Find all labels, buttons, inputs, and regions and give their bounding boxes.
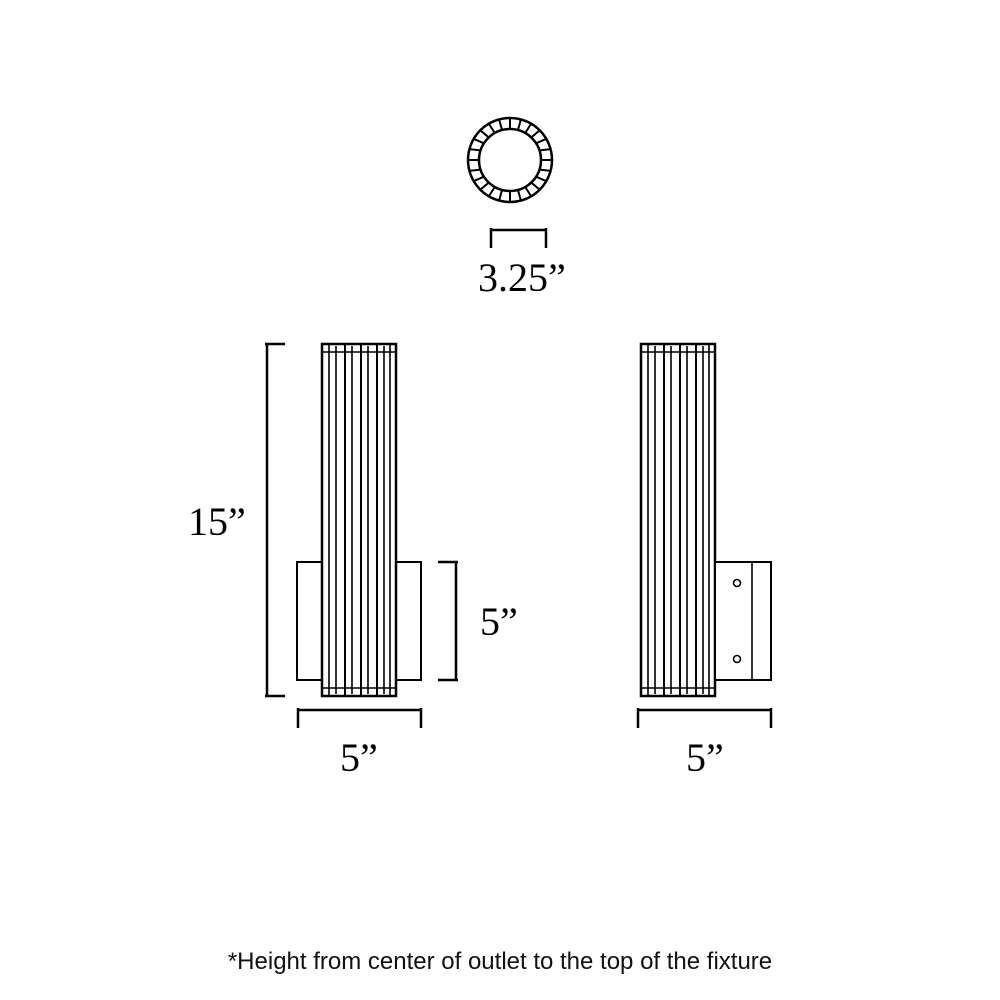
- front-width-label: 5”: [340, 735, 378, 780]
- top-width-label: 3.25”: [478, 255, 566, 300]
- backplate-height-label: 5”: [480, 599, 518, 644]
- backplate-height-dimension-bracket: [438, 562, 458, 680]
- top-view-dimension-bracket: [491, 228, 546, 248]
- side-view-graphic: [641, 344, 771, 696]
- front-width-dimension-bracket: [298, 708, 421, 728]
- front-height-label: 15”: [188, 499, 246, 544]
- top-view-graphic: [468, 118, 552, 202]
- footnote-text: *Height from center of outlet to the top of the fixture: [227, 948, 773, 975]
- side-width-dimension-bracket: [638, 708, 771, 728]
- front-view-graphic: [297, 344, 421, 696]
- side-width-label: 5”: [686, 735, 724, 780]
- front-height-dimension-bracket: [265, 344, 285, 696]
